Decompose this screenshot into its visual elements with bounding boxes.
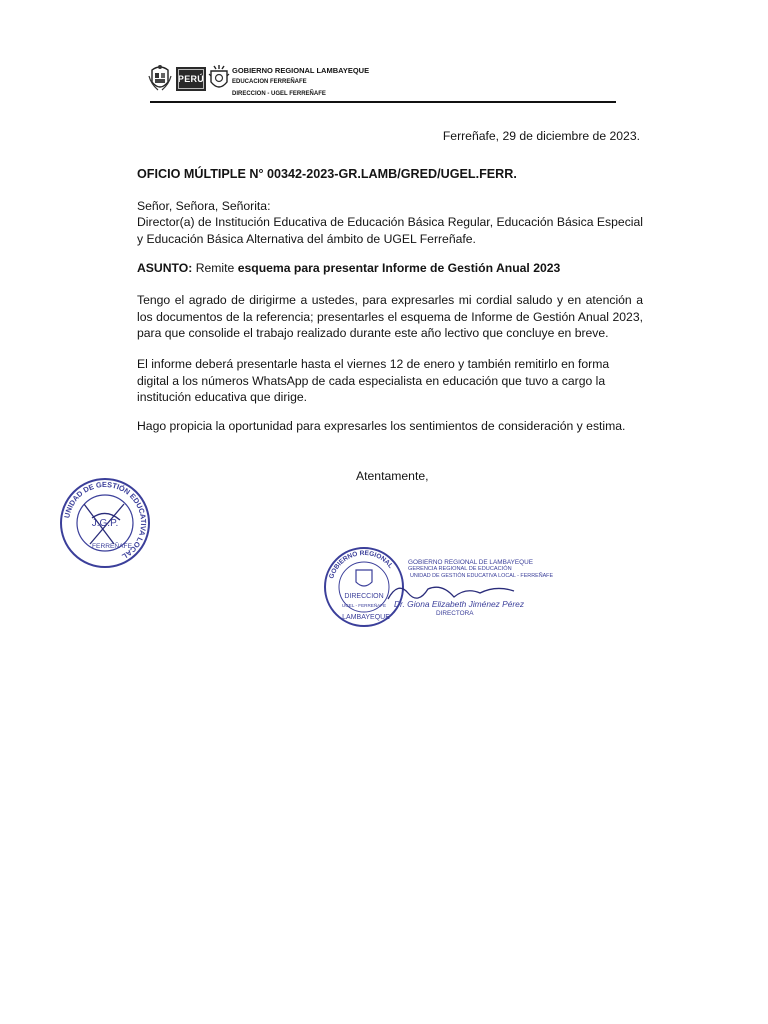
subject-text: esquema para presentar Informe de Gestión Anual 2023 bbox=[237, 261, 561, 275]
document-title: OFICIO MÚLTIPLE N° 00342-2023-GR.LAMB/GRED/UGEL.FERR. bbox=[137, 167, 517, 181]
coat-of-arms-icon bbox=[148, 64, 172, 94]
signature-institution: GOBIERNO REGIONAL DE LAMBAYEQUE bbox=[408, 559, 534, 566]
signature-management: GERENCIA REGIONAL DE EDUCACIÓN bbox=[408, 566, 512, 572]
ugel-seal-stamp bbox=[54, 478, 156, 568]
left-seal-ring-text: UNIDAD DE GESTIÓN EDUCATIVA LOCAL bbox=[62, 479, 149, 562]
paragraph-3: Hago propicia la oportunidad para expresarles los sentimientos de consideración y estima. bbox=[137, 419, 626, 433]
addressee: Director(a) de Institución Educativa de Educación Básica Regular, Educación Básica Especial y Educación Básica Alternativa del ámbito de UGEL Ferreñafe. bbox=[137, 215, 643, 246]
header-government-name: GOBIERNO REGIONAL LAMBAYEQUE bbox=[232, 66, 370, 75]
subject-label: ASUNTO: bbox=[137, 261, 193, 275]
paragraph-1: Tengo el agrado de dirigirme a ustedes, para expresarles mi cordial saludo y en atención a los documentos de la referencia; presentarles el esquema de Informe de Gestión Anual 2023, para que consolide el trabajo realizado durante este año lectivo que concluye en breve. bbox=[137, 293, 643, 340]
peru-logo bbox=[176, 67, 206, 91]
header-text-block bbox=[232, 66, 369, 100]
paragraph-2: El informe deberá presentarle hasta el viernes 12 de enero y también remitirlo en forma digital a los números WhatsApp de cada especialista en educación que tuvo a cargo la institución educativa que dirige. bbox=[137, 357, 610, 404]
signatory-role: DIRECTORA bbox=[436, 610, 474, 617]
signature-unit: UNIDAD DE GESTIÓN EDUCATIVA LOCAL - FERREÑAFE bbox=[410, 573, 554, 579]
right-seal-bottom-text: LAMBAYEQUE bbox=[342, 614, 390, 621]
date-line: Ferreñafe, 29 de diciembre de 2023. bbox=[442, 129, 640, 143]
right-seal-center-text: DIRECCION bbox=[344, 593, 384, 600]
left-seal-bottom-text: FERREÑAFE bbox=[92, 543, 132, 550]
header-direction: DIRECCION - UGEL FERREÑAFE bbox=[232, 91, 326, 97]
right-seal-sub-text: UGEL - FERREÑAFE bbox=[341, 603, 387, 608]
header-education-unit: EDUCACION FERREÑAFE bbox=[232, 79, 307, 85]
right-seal-ring-text: GOBIERNO REGIONAL bbox=[328, 549, 395, 580]
peru-logo-text: PERÚ bbox=[177, 74, 205, 84]
left-seal-initials: J.G.P. bbox=[91, 518, 119, 529]
subject-line bbox=[137, 260, 560, 277]
greeting: Señor, Señora, Señorita: bbox=[137, 199, 271, 213]
signatory-name: Dr. Giona Elizabeth Jiménez Pérez bbox=[394, 599, 525, 609]
header-divider bbox=[150, 101, 616, 103]
regional-shield-icon bbox=[208, 64, 230, 94]
closing: Atentamente, bbox=[356, 469, 429, 483]
signature-block bbox=[388, 555, 554, 625]
subject-lead: Remite bbox=[195, 261, 235, 275]
